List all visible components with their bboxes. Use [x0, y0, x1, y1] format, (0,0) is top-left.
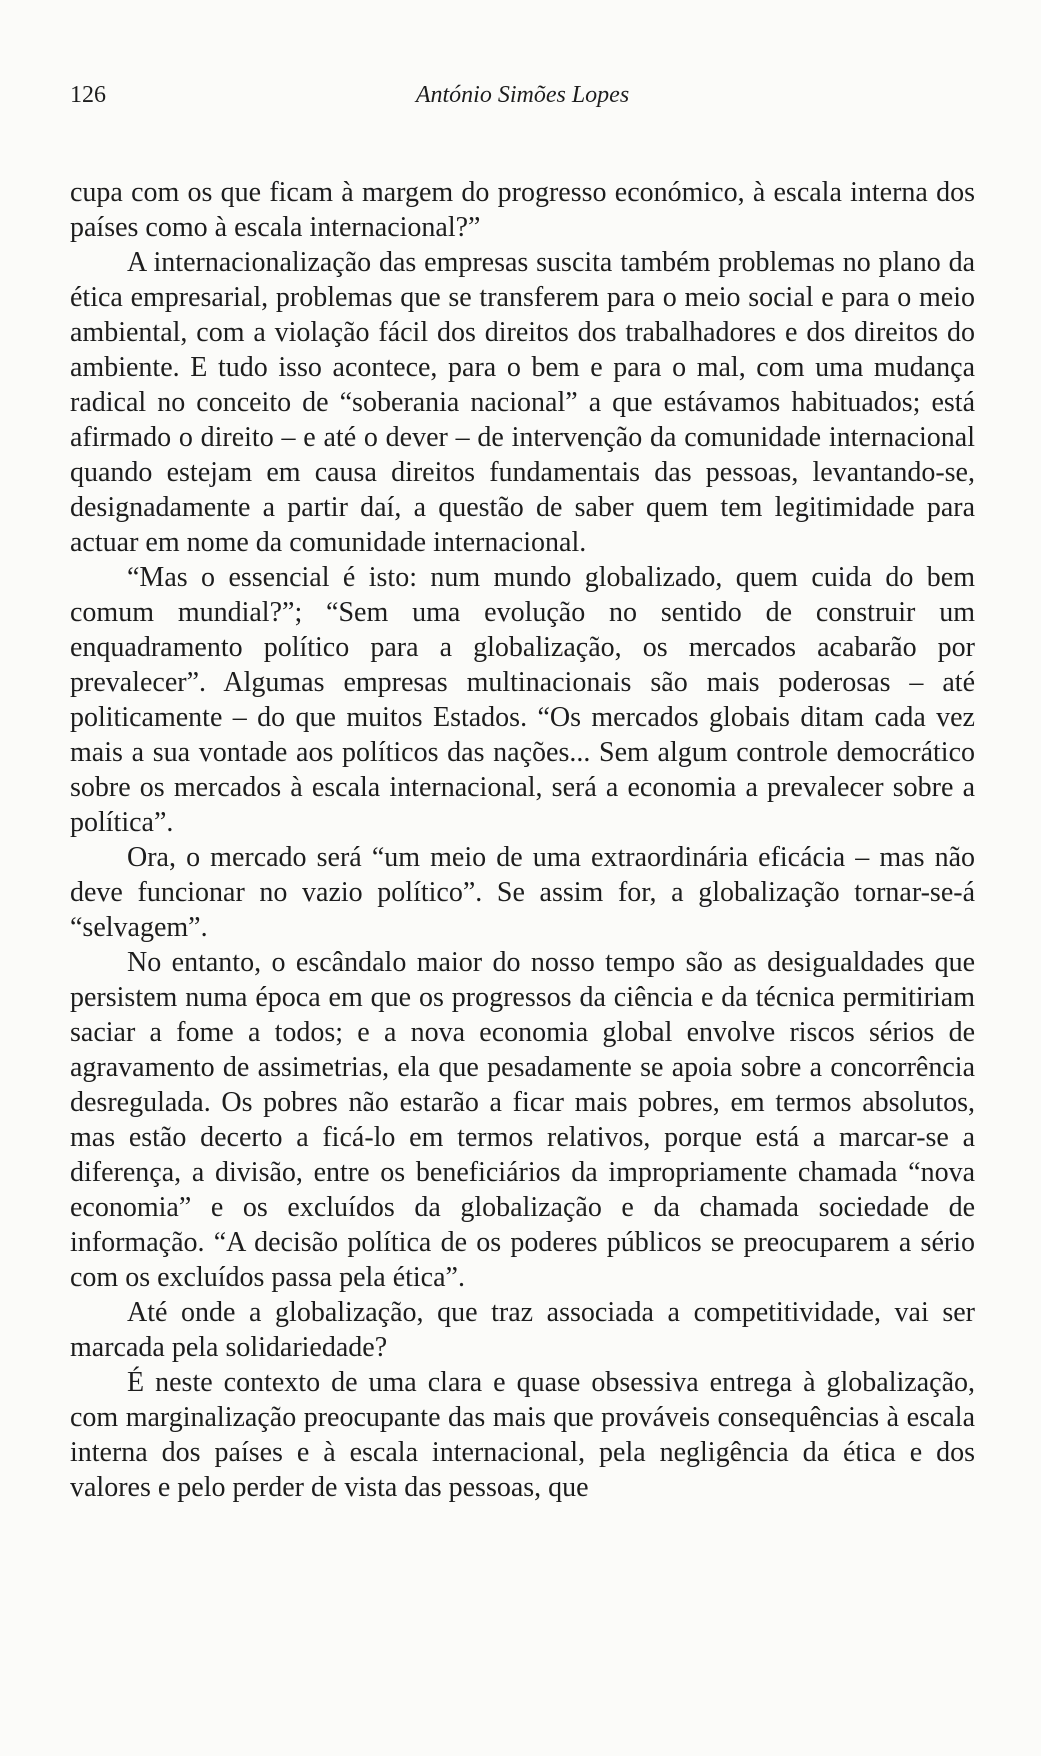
paragraph: Ora, o mercado será “um meio de uma extraordinária eficácia – mas não deve funcionar no vazio político”. Se assim for, a globalização tornar-se-á “selvagem”. [70, 842, 975, 943]
paragraph: cupa com os que ficam à margem do progresso económico, à escala interna dos países como à escala internacional?” [70, 177, 975, 243]
paragraph: No entanto, o escândalo maior do nosso tempo são as desigualdades que persistem numa época em que os progressos da ciência e da técnica permitiriam saciar a fome a todos; e a nova economia global envolve riscos sérios de agravamento de assimetrias, ela que pesadamente se apoia sobre a concorrência desregulada. Os pobres não estarão a ficar mais pobres, em termos absolutos, mas estão decerto a ficá-lo em termos relativos, porque está a marcar-se a diferença, a divisão, entre os beneficiários da impropriamente chamada “nova economia” e os excluídos da globalização e da chamada sociedade de informação. “A decisão política de os poderes públicos se preocuparem a sério com os excluídos passa pela ética”. [70, 947, 975, 1293]
running-head-title: António Simões Lopes [415, 82, 630, 108]
running-head [70, 82, 975, 118]
paragraph: A internacionalização das empresas suscita também problemas no plano da ética empresarial, problemas que se transferem para o meio social e para o meio ambiental, com a violação fácil dos direitos dos trabalhadores e dos direitos do ambiente. E tudo isso acontece, para o bem e para o mal, com uma mudança radical no conceito de “soberania nacional” a que estávamos habituados; está afirmado o direito – e até o dever – de intervenção da comunidade internacional quando estejam em causa direitos fundamentais das pessoas, levantando-se, designadamente a partir daí, a questão de saber quem tem legitimidade para actuar em nome da comunidade internacional. [70, 247, 975, 558]
page-number: 126 [70, 82, 106, 108]
paragraph: Até onde a globalização, que traz associada a competitividade, vai ser marcada pela solidariedade? [70, 1297, 975, 1363]
body-text [70, 175, 975, 1505]
book-page [70, 0, 975, 1756]
paragraph: “Mas o essencial é isto: num mundo globalizado, quem cuida do bem comum mundial?”; “Sem uma evolução no sentido de construir um enquadramento político para a globalização, os mercados acabarão por prevalecer”. Algumas empresas multinacionais são mais poderosas – até politicamente – do que muitos Estados. “Os mercados globais ditam cada vez mais a sua vontade aos políticos das nações... Sem algum controle democrático sobre os mercados à escala internacional, será a economia a prevalecer sobre a política”. [70, 562, 975, 838]
paragraph: É neste contexto de uma clara e quase obsessiva entrega à globalização, com marginalização preocupante das mais que prováveis consequências à escala interna dos países e à escala internacional, pela negligência da ética e dos valores e pelo perder de vista das pessoas, que [70, 1367, 975, 1503]
